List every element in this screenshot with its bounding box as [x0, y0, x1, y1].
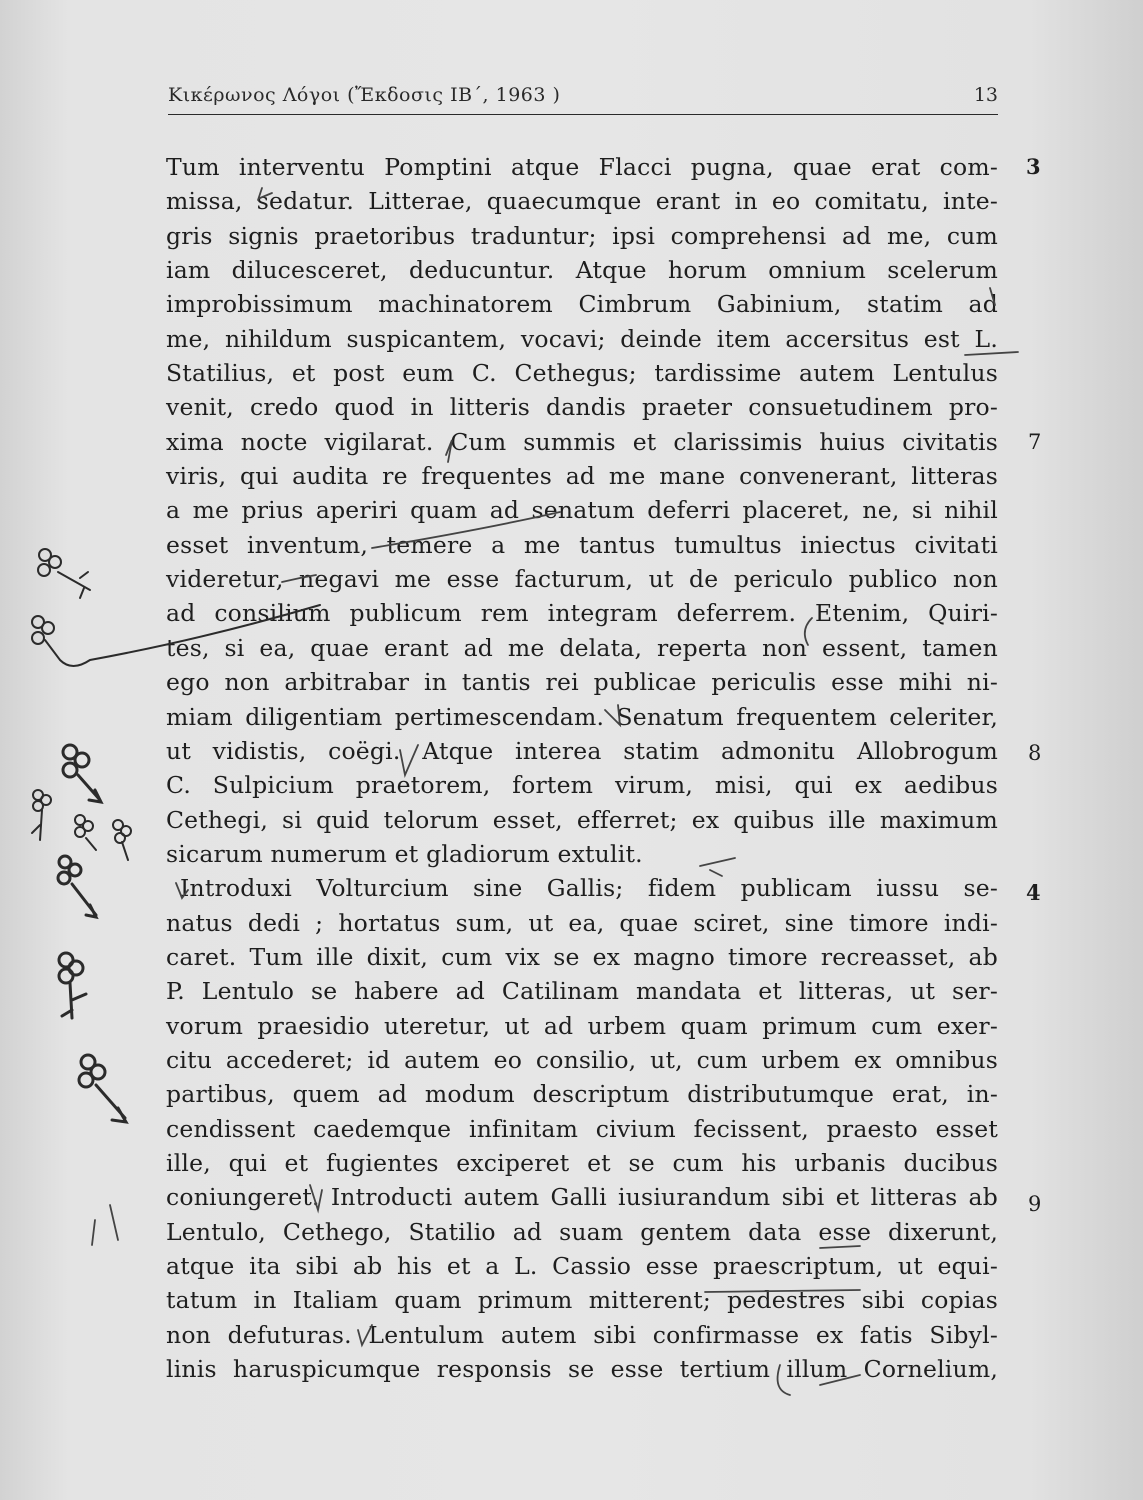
- text-line: esset inventum, temere a me tantus tumultus iniectus civitati: [166, 530, 998, 559]
- text-line: videretur, negavi me esse facturum, ut de periculo publico non: [166, 565, 998, 594]
- paragraph-number: 7: [1028, 430, 1042, 454]
- flower-doodle-icon: [79, 1055, 126, 1122]
- text-line: ut vidistis, coëgi. Atque interea statim admonitu Allobrogum: [166, 736, 998, 765]
- text-line: viris, qui audita re frequentes ad me mane convenerant, litteras: [166, 462, 998, 491]
- text-line: gris signis praetoribus traduntur; ipsi comprehensi ad me, cum: [166, 221, 998, 250]
- text-line: Introduxi Volturcium sine Gallis; fidem publicam iussu se-: [180, 874, 998, 903]
- text-line: natus dedi ; hortatus sum, ut ea, quae sciret, sine timore indi-: [166, 908, 998, 937]
- section-number: 3: [1026, 154, 1041, 179]
- text-line: Lentulo, Cethego, Statilio ad suam gentem data esse dixerunt,: [166, 1217, 998, 1246]
- text-line: citu accederet; id autem eo consilio, ut, cum urbem ex omnibus: [166, 1045, 998, 1074]
- flower-doodle-icon: [59, 953, 86, 1018]
- text-line: P. Lentulo se habere ad Catilinam mandata et litteras, ut ser-: [166, 977, 998, 1006]
- text-line: a me prius aperiri quam ad senatum deferri placeret, ne, si nihil: [166, 496, 998, 525]
- text-line: atque ita sibi ab his et a L. Cassio esse praescriptum, ut equi-: [166, 1252, 998, 1280]
- text-line: cendissent caedemque infinitam civium fecissent, praesto esset: [166, 1114, 998, 1143]
- header-title: Κικέρωνος Λόγοι (Ἔκδοσις ΙΒ΄, 1963 ): [168, 84, 561, 106]
- text-line: Statilius, et post eum C. Cethegus; tardissime autem Lentulus: [166, 359, 998, 388]
- text-line: linis haruspicumque responsis se esse tertium illum Cornelium,: [166, 1355, 998, 1384]
- section-number: 4: [1026, 880, 1041, 905]
- flower-doodle-icon: [38, 549, 90, 598]
- text-line: missa, sedatur. Litterae, quaecumque erant in eo comitatu, inte-: [166, 187, 998, 216]
- text-line: non defuturas. Lentulum autem sibi confirmasse ex fatis Sibyl-: [166, 1320, 998, 1349]
- text-line: ego non arbitrabar in tantis rei publicae periculis esse mihi ni-: [166, 668, 998, 697]
- text-line: ad consilium publicum rem integram deferrem. Etenim, Quiri-: [166, 599, 998, 628]
- text-line: me, nihildum suspicantem, vocavi; deinde item accersitus est L.: [166, 324, 998, 353]
- text-line: caret. Tum ille dixit, cum vix se ex magno timore recreasset, ab: [166, 942, 998, 971]
- text-line: ille, qui et fugientes exciperet et se cum his urbanis ducibus: [166, 1148, 998, 1177]
- flower-doodle-icon: [58, 856, 96, 917]
- text-line: partibus, quem ad modum descriptum distributumque erat, in-: [166, 1080, 998, 1109]
- text-line: vorum praesidio uteretur, ut ad urbem quam primum cum exer-: [166, 1011, 998, 1040]
- flower-doodle-icon: [32, 790, 51, 840]
- text-line: improbissimum machinatorem Cimbrum Gabinium, statim ad: [166, 290, 998, 319]
- text-line: venit, credo quod in litteris dandis praeter consuetudinem pro-: [166, 393, 998, 422]
- text-line: xima nocte vigilarat. Cum summis et clarissimis huius civitatis: [166, 427, 998, 456]
- text-line: miam diligentiam pertimescendam. Senatum frequentem celeriter,: [166, 702, 998, 731]
- text-line: tes, si ea, quae erant ad me delata, reperta non essent, tamen: [166, 633, 998, 662]
- flower-doodle-icon: [63, 745, 101, 802]
- running-header: [168, 80, 998, 115]
- latin-text-body: [166, 150, 998, 1386]
- text-line: C. Sulpicium praetorem, fortem virum, misi, qui ex aedibus: [166, 771, 998, 800]
- text-line: sicarum numerum et gladiorum extulit.: [166, 839, 643, 868]
- page-number: 13: [973, 84, 998, 106]
- flower-doodle-icon: [75, 815, 131, 860]
- text-line: iam dilucesceret, deducuntur. Atque horum omnium scelerum: [166, 256, 998, 285]
- paragraph-number: 9: [1028, 1192, 1042, 1216]
- text-line: coniungeret. Introducti autem Galli iusiurandum sibi et litteras ab: [166, 1183, 998, 1212]
- paragraph-number: 8: [1028, 741, 1042, 765]
- text-line: tatum in Italiam quam primum mitterent; pedestres sibi copias: [166, 1286, 998, 1315]
- text-line: Tum interventu Pomptini atque Flacci pugna, quae erat com-: [166, 153, 998, 181]
- text-line: Cethegi, si quid telorum esset, efferret; ex quibus ille maximum: [166, 805, 998, 834]
